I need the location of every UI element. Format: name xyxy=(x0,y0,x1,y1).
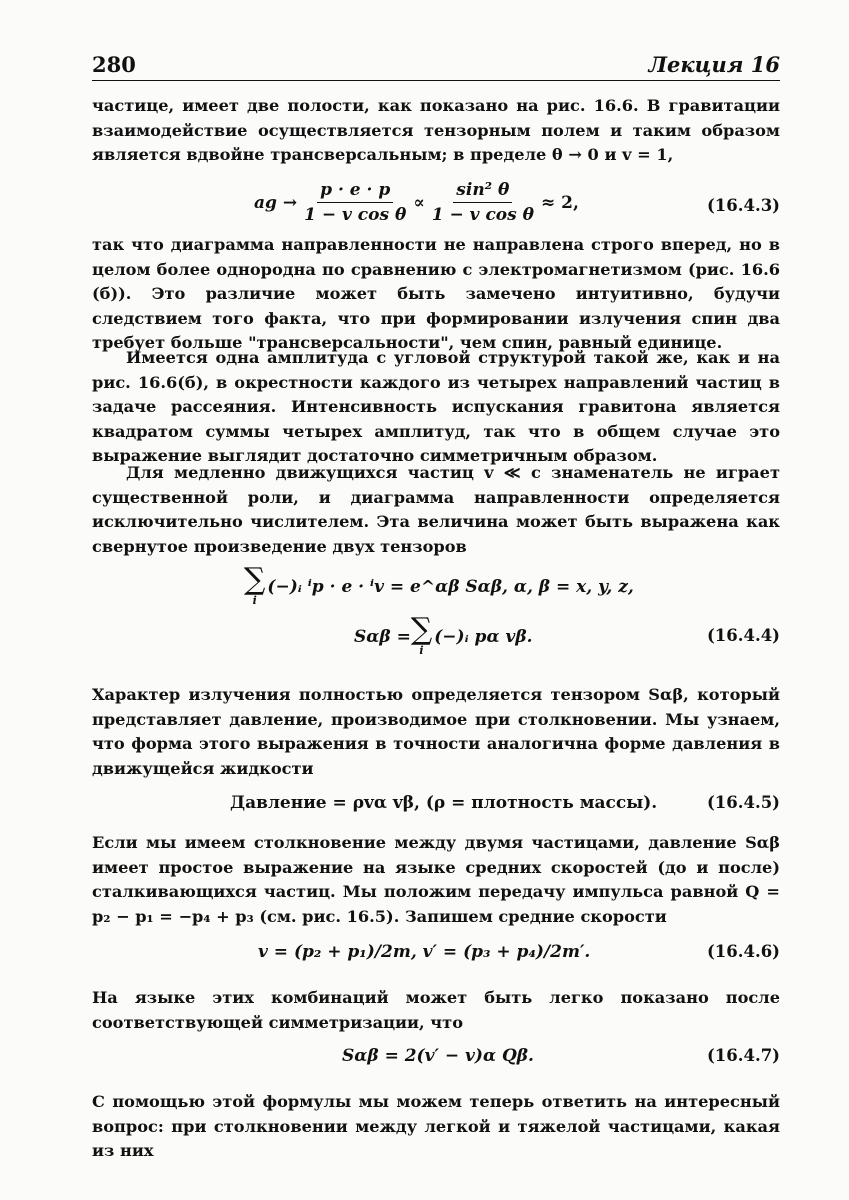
eq3-fraction-1 xyxy=(301,180,409,225)
paragraph-1: частице, имеет две полости, как показано на рис. 16.6. В гравитации взаимодействие осуществляется тензорным полем и таким образом является вдвойне трансверсальным; в пределе θ → 0 и v = 1, xyxy=(92,96,780,164)
eq4-number: (16.4.4) xyxy=(706,626,780,645)
eq4b-body: (−)ᵢ pα vβ. xyxy=(434,626,533,647)
eq3-fraction-2 xyxy=(429,180,537,225)
paragraph-4: Для медленно движущихся частиц v ≪ c знаменатель не играет существенной роли, и диаграмма направленности определяется исключительно числителем. Эта величина может быть выражена как свернутое произведение двух тензоров xyxy=(92,463,780,556)
equation-16-4-6 xyxy=(92,942,780,968)
header-rule xyxy=(92,80,780,81)
equation-16-4-3 xyxy=(92,180,780,240)
running-title: Лекция 16 xyxy=(648,52,780,77)
eq3-f1-denominator: 1 − v cos θ xyxy=(304,205,407,225)
page-header xyxy=(92,52,780,80)
eq6-number: (16.4.6) xyxy=(706,942,780,961)
sum-index: i xyxy=(419,644,424,657)
eq4b-lhs: Sαβ = xyxy=(354,626,411,647)
equation-16-4-7 xyxy=(92,1046,780,1072)
sum-symbol: ∑ i xyxy=(410,612,433,657)
paragraph-3: Имеется одна амплитуда с угловой структурой такой же, как и на рис. 16.6(б), в окрестности каждого из четырех направлений частиц в задаче рассеяния. Интенсивность испускания гравитона является квадратом суммы четырех амплитуд, так что в общем случае это выражение выглядит достаточно симметричным образом. xyxy=(92,348,780,465)
eq3-f2-denominator: 1 − v cos θ xyxy=(431,205,534,225)
paragraph-6: Если мы имеем столкновение между двумя частицами, давление Sαβ имеет простое выражение на языке средних скоростей (до и после) сталкивающихся частиц. Мы положим передачу импульса равной Q = p₂ − p₁ = −p₄ + p₃ (см. рис. 16.5). Запишем средние скорости xyxy=(92,833,780,926)
eq3-f2-numerator: sin² θ xyxy=(453,180,512,203)
eq6-body: v = (p₂ + p₁)/2m, v′ = (p₃ + p₄)/2m′. xyxy=(258,942,591,962)
paragraph-7: На языке этих комбинаций может быть легко показано после соответствующей симметризации, что xyxy=(92,988,780,1032)
eq3-rhs: ≈ 2, xyxy=(540,192,579,213)
sum-index: i xyxy=(252,594,257,607)
eq7-body: Sαβ = 2(v′ − v)α Qβ. xyxy=(342,1046,534,1066)
paragraph-8: С помощью этой формулы мы можем теперь ответить на интересный вопрос: при столкновении между легкой и тяжелой частицами, какая из них xyxy=(92,1092,780,1160)
eq3-proportional: ∝ xyxy=(413,192,425,213)
page-number: 280 xyxy=(92,52,136,77)
paragraph-5: Характер излучения полностью определяется тензором Sαβ, который представляет давление, производимое при столкновении. Мы узнаем, что форма этого выражения в точности аналогична форме давления в движущейся жидкости xyxy=(92,685,780,778)
paragraph-2: так что диаграмма направленности не направлена строго вперед, но в целом более однородна по сравнению с электромагнетизмом (рис. 16.6 (б)). Это различие может быть замечено интуитивно, будучи следствием того факта, что при формировании излучения спин два требует больше "трансверсальности", чем спин, равный единице. xyxy=(92,235,780,352)
eq3-number: (16.4.3) xyxy=(706,196,780,215)
equation-16-4-4b xyxy=(92,612,780,676)
eq5-body: Давление = ρvα vβ, (ρ = плотность массы). xyxy=(230,793,658,813)
eq5-number: (16.4.5) xyxy=(706,793,780,812)
eq7-number: (16.4.7) xyxy=(706,1046,780,1065)
eq4a-body: (−)ᵢ ⁱp · e · ⁱv = e^αβ Sαβ, α, β = x, y, z, xyxy=(267,576,634,597)
sum-symbol: ∑ i xyxy=(244,562,266,607)
eq3-f1-numerator: p · e · p xyxy=(317,180,393,203)
equation-16-4-5 xyxy=(92,793,780,819)
eq3-lhs: ag → xyxy=(254,192,298,213)
